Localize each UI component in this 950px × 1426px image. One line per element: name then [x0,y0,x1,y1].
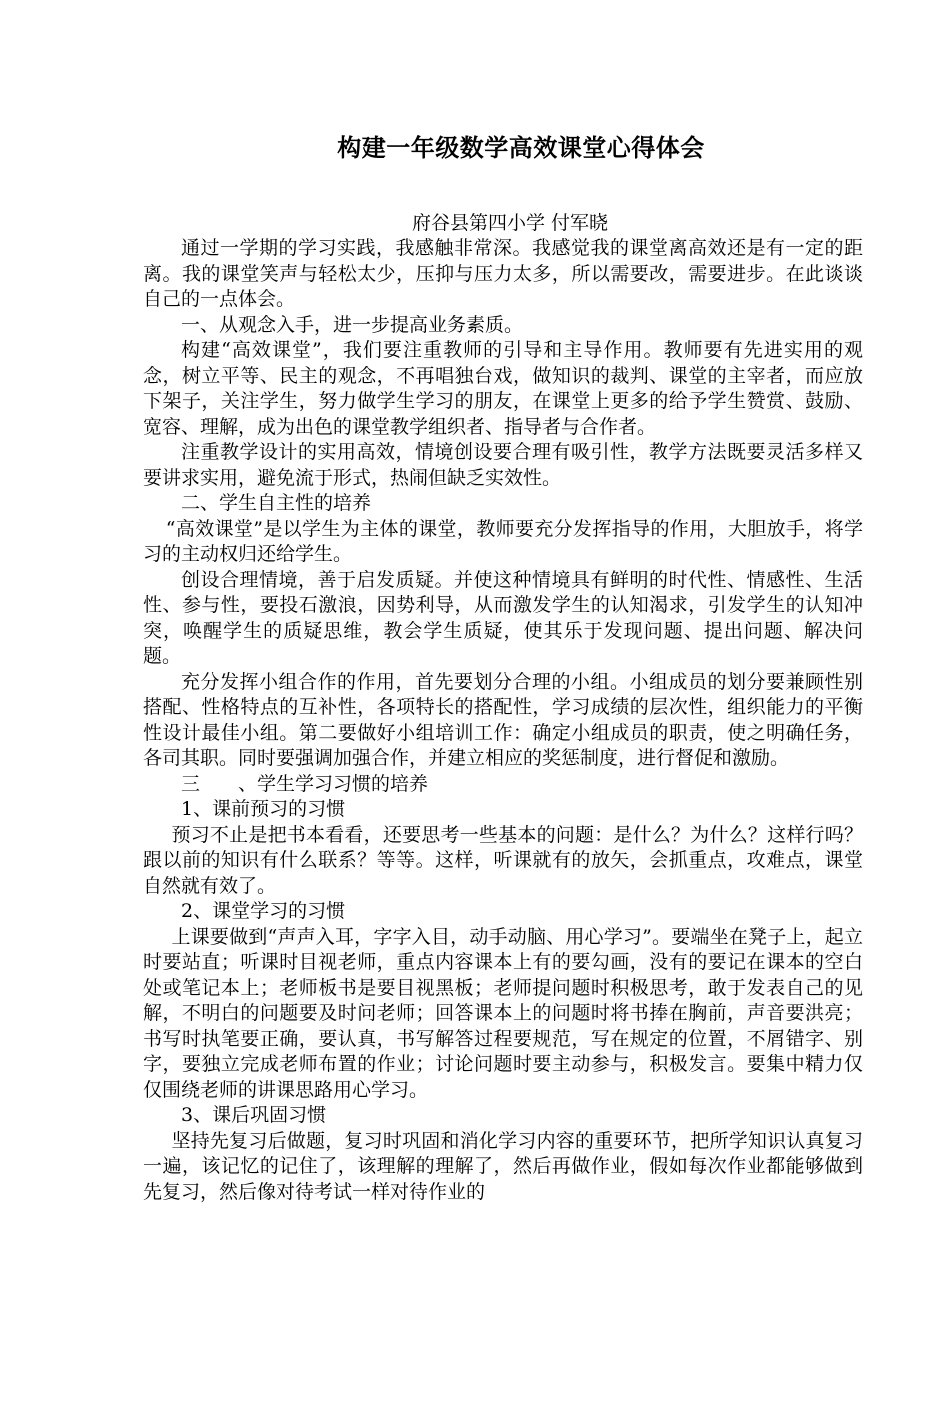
document-author: 府谷县第四小学 付军晓 [411,212,609,234]
paragraph: 坚持先复习后做题，复习时巩固和消化学习内容的重要环节，把所学知识认真复习一遍，该记忆的记住了，该理解的理解了，然后再做作业，假如每次作业都能够做到先复习，然后像对待考试一样对待作业的 [143,1129,863,1203]
subsection-heading: 3、课后巩固习惯 [181,1104,327,1126]
paragraph: 上课要做到“声声入耳，字字入目，动手动脑、用心学习”。要端坐在凳子上，起立时要站直；听课时目视老师，重点内容课本上有的要勾画，没有的要记在课本的空白处或笔记本上；老师板书是要目视黑板；老师提问题时积极思考，敢于发表自己的见解，不明白的问题要及时问老师；回答课本上的问题时将书捧在胸前，声音要洪亮；书写时执笔要正确，要认真，书写解答过程要规范，写在规定的位置，不屑错字、别字，要独立完成老师布置的作业；讨论问题时要主动参与，积极发言。要集中精力仅仅围绕老师的讲课思路用心学习。 [143,925,863,1101]
document-body [143,236,863,1205]
section-heading: 一、从观念入手，进一步提高业务素质。 [181,313,524,336]
paragraph: 充分发挥小组合作的作用，首先要划分合理的小组。小组成员的划分要兼顾性别搭配、性格特点的互补性，各项特长的搭配性，学习成绩的层次性，组织能力的平衡性设计最佳小组。第二要做好小组培训工作：确定小组成员的职责，使之明确任务，各司其职。同时要强调加强合作，并建立相应的奖惩制度，进行督促和激励。 [143,670,863,769]
subsection-heading: 2、课堂学习的习惯 [181,900,346,922]
document-title: 构建一年级数学高效课堂心得体会 [337,133,705,162]
paragraph: 构建“高效课堂”，我们要注重教师的引导和主导作用。教师要有先进实用的观念，树立平等、民主的观念，不再唱独台戏，做知识的裁判、课堂的主宰者，而应放下架子，关注学生，努力做学生学习的朋友，在课堂上更多的给予学生赞赏、鼓励、宽容、理解，成为出色的课堂教学组织者、指导者与合作者。 [143,339,863,438]
section-heading: 三 、学生学习习惯的培养 [181,772,429,795]
section-heading: 二、学生自主性的培养 [181,492,372,514]
paragraph: 预习不止是把书本看看，还要思考一些基本的问题：是什么？为什么？这样行吗？跟以前的知识有什么联系？等等。这样，听课就有的放矢，会抓重点，攻难点，课堂自然就有效了。 [143,823,863,897]
subsection-heading: 1、课前预习的习惯 [181,798,346,820]
paragraph: 创设合理情境，善于启发质疑。并使这种情境具有鲜明的时代性、情感性、生活性、参与性，要投石激浪，因势利导，从而激发学生的认知渴求，引发学生的认知冲突，唤醒学生的质疑思维，教会学生质疑，使其乐于发现问题、提出问题、解决问题。 [143,568,863,667]
paragraph: “高效课堂”是以学生为主体的课堂，教师要充分发挥指导的作用，大胆放手，将学习的主动权归还给学生。 [143,517,863,565]
paragraph: 通过一学期的学习实践，我感触非常深。我感觉我的课堂离高效还是有一定的距离。我的课堂笑声与轻松太少，压抑与压力太多，所以需要改，需要进步。在此谈谈自己的一点体会。 [143,237,863,310]
paragraph: 注重教学设计的实用高效，情境创设要合理有吸引性，教学方法既要灵活多样又要讲求实用，避免流于形式，热闹但缺乏实效性。 [143,441,863,489]
